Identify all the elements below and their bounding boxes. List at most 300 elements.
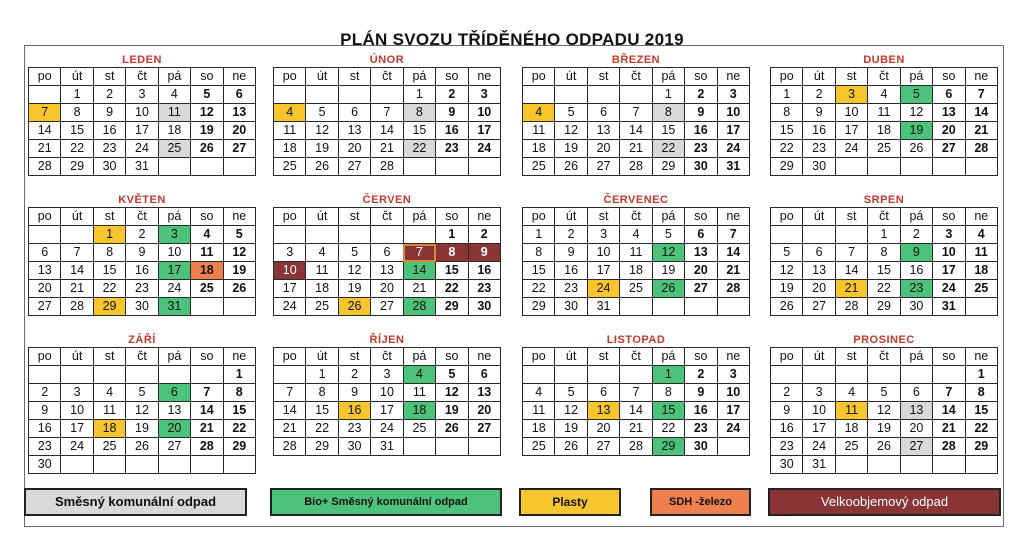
day-cell: 12 xyxy=(555,402,587,420)
weekday-header: so xyxy=(436,208,468,226)
day-cell: 7 xyxy=(61,244,93,262)
day-cell: 13 xyxy=(371,262,403,280)
weekday-header-row xyxy=(274,208,501,226)
weekday-header-row xyxy=(274,68,501,86)
weekday-header: so xyxy=(436,348,468,366)
week-row xyxy=(29,366,256,384)
day-cell: 3 xyxy=(158,226,190,244)
day-cell: 19 xyxy=(868,420,900,438)
day-cell: 5 xyxy=(306,104,338,122)
week-row xyxy=(274,86,501,104)
day-cell: 30 xyxy=(338,438,370,456)
day-cell: 1 xyxy=(403,86,435,104)
empty-cell xyxy=(191,456,223,474)
day-cell: 14 xyxy=(965,104,997,122)
day-cell: 10 xyxy=(717,104,749,122)
day-cell: 30 xyxy=(685,158,717,176)
day-cell: 28 xyxy=(403,298,435,316)
month-table xyxy=(273,67,501,176)
day-cell: 2 xyxy=(685,86,717,104)
day-cell: 23 xyxy=(685,420,717,438)
day-cell: 28 xyxy=(717,280,749,298)
month-table xyxy=(770,347,998,474)
day-cell: 16 xyxy=(685,122,717,140)
day-cell: 1 xyxy=(223,366,255,384)
day-cell: 17 xyxy=(371,402,403,420)
day-cell: 25 xyxy=(835,438,867,456)
weekday-header: út xyxy=(555,68,587,86)
day-cell: 1 xyxy=(436,226,468,244)
week-row xyxy=(274,384,501,402)
day-cell: 13 xyxy=(803,262,835,280)
weekday-header: út xyxy=(803,208,835,226)
weekday-header: so xyxy=(933,348,965,366)
day-cell: 26 xyxy=(555,158,587,176)
day-cell: 29 xyxy=(965,438,997,456)
day-cell: 26 xyxy=(306,158,338,176)
empty-cell xyxy=(223,298,255,316)
day-cell: 3 xyxy=(126,86,158,104)
day-cell: 21 xyxy=(274,420,306,438)
month-name: SRPEN xyxy=(863,194,905,206)
day-cell: 9 xyxy=(555,244,587,262)
day-cell: 10 xyxy=(274,262,306,280)
week-row xyxy=(771,262,998,280)
week-row xyxy=(29,438,256,456)
day-cell: 19 xyxy=(436,402,468,420)
day-cell: 21 xyxy=(61,280,93,298)
day-cell: 27 xyxy=(587,438,619,456)
weekday-header: so xyxy=(685,68,717,86)
day-cell: 28 xyxy=(620,438,652,456)
day-cell: 8 xyxy=(523,244,555,262)
weekday-header: ne xyxy=(965,348,997,366)
day-cell: 20 xyxy=(685,262,717,280)
day-cell: 15 xyxy=(436,262,468,280)
day-cell: 2 xyxy=(436,86,468,104)
empty-cell xyxy=(933,456,965,474)
day-cell: 18 xyxy=(620,262,652,280)
day-cell: 25 xyxy=(306,298,338,316)
weekday-header: po xyxy=(523,348,555,366)
week-row xyxy=(29,420,256,438)
day-cell: 24 xyxy=(371,420,403,438)
empty-cell xyxy=(403,438,435,456)
month-name: PROSINEC xyxy=(853,334,915,346)
month-table xyxy=(522,67,750,176)
day-cell: 10 xyxy=(371,384,403,402)
day-cell: 29 xyxy=(93,298,125,316)
week-row xyxy=(274,298,501,316)
empty-cell xyxy=(803,366,835,384)
weekday-header: so xyxy=(933,208,965,226)
month-name: LEDEN xyxy=(122,54,162,66)
day-cell: 14 xyxy=(717,244,749,262)
day-cell: 28 xyxy=(274,438,306,456)
day-cell: 7 xyxy=(835,244,867,262)
day-cell: 12 xyxy=(126,402,158,420)
weekday-header: po xyxy=(274,348,306,366)
day-cell: 15 xyxy=(523,262,555,280)
day-cell: 1 xyxy=(93,226,125,244)
month-table xyxy=(770,207,998,316)
day-cell: 9 xyxy=(436,104,468,122)
day-cell: 30 xyxy=(29,456,61,474)
empty-cell xyxy=(717,438,749,456)
day-cell: 18 xyxy=(158,122,190,140)
day-cell: 27 xyxy=(468,420,500,438)
weekday-header: ne xyxy=(717,348,749,366)
month-10 xyxy=(273,334,501,456)
day-cell: 9 xyxy=(93,104,125,122)
day-cell: 26 xyxy=(868,438,900,456)
weekday-header: čt xyxy=(126,68,158,86)
month-table xyxy=(770,67,998,176)
empty-cell xyxy=(523,86,555,104)
day-cell: 11 xyxy=(274,122,306,140)
day-cell: 20 xyxy=(223,122,255,140)
weekday-header: út xyxy=(61,348,93,366)
empty-cell xyxy=(620,86,652,104)
weekday-header: ne xyxy=(965,208,997,226)
day-cell: 29 xyxy=(61,158,93,176)
month-6 xyxy=(273,194,501,316)
day-cell: 28 xyxy=(933,438,965,456)
day-cell: 27 xyxy=(338,158,370,176)
legend-item-iron xyxy=(650,488,751,516)
week-row xyxy=(29,122,256,140)
day-cell: 21 xyxy=(620,140,652,158)
day-cell: 22 xyxy=(523,280,555,298)
empty-cell xyxy=(338,86,370,104)
day-cell: 13 xyxy=(158,402,190,420)
empty-cell xyxy=(900,366,932,384)
day-cell: 7 xyxy=(620,104,652,122)
day-cell: 1 xyxy=(523,226,555,244)
day-cell: 7 xyxy=(403,244,435,262)
month-3 xyxy=(522,54,750,176)
day-cell: 21 xyxy=(620,420,652,438)
weekday-header: st xyxy=(835,68,867,86)
day-cell: 16 xyxy=(93,122,125,140)
day-cell: 25 xyxy=(523,438,555,456)
day-cell: 20 xyxy=(338,140,370,158)
empty-cell xyxy=(900,456,932,474)
month-9 xyxy=(28,334,256,474)
day-cell: 14 xyxy=(403,262,435,280)
day-cell: 30 xyxy=(555,298,587,316)
month-1 xyxy=(28,54,256,176)
weekday-header: pá xyxy=(158,208,190,226)
weekday-header: čt xyxy=(371,348,403,366)
day-cell: 16 xyxy=(126,262,158,280)
day-cell: 8 xyxy=(403,104,435,122)
day-cell: 6 xyxy=(587,384,619,402)
day-cell: 29 xyxy=(436,298,468,316)
day-cell: 4 xyxy=(274,104,306,122)
day-cell: 22 xyxy=(652,140,684,158)
day-cell: 11 xyxy=(620,244,652,262)
weekday-header-row xyxy=(771,68,998,86)
day-cell: 11 xyxy=(93,402,125,420)
day-cell: 3 xyxy=(717,86,749,104)
day-cell: 2 xyxy=(126,226,158,244)
day-cell: 21 xyxy=(29,140,61,158)
day-cell: 12 xyxy=(436,384,468,402)
day-cell: 4 xyxy=(191,226,223,244)
day-cell: 11 xyxy=(868,104,900,122)
empty-cell xyxy=(868,456,900,474)
day-cell: 11 xyxy=(403,384,435,402)
day-cell: 3 xyxy=(371,366,403,384)
day-cell: 20 xyxy=(468,402,500,420)
day-cell: 9 xyxy=(771,402,803,420)
day-cell: 22 xyxy=(223,420,255,438)
day-cell: 15 xyxy=(965,402,997,420)
day-cell: 24 xyxy=(274,298,306,316)
empty-cell xyxy=(468,158,500,176)
day-cell: 22 xyxy=(868,280,900,298)
day-cell: 10 xyxy=(803,402,835,420)
weekday-header: pá xyxy=(652,348,684,366)
week-row xyxy=(29,402,256,420)
day-cell: 11 xyxy=(523,402,555,420)
day-cell: 6 xyxy=(158,384,190,402)
week-row xyxy=(523,104,750,122)
day-cell: 3 xyxy=(587,226,619,244)
day-cell: 5 xyxy=(771,244,803,262)
day-cell: 26 xyxy=(771,298,803,316)
week-row xyxy=(771,244,998,262)
day-cell: 20 xyxy=(900,420,932,438)
day-cell: 28 xyxy=(29,158,61,176)
day-cell: 10 xyxy=(158,244,190,262)
day-cell: 31 xyxy=(933,298,965,316)
empty-cell xyxy=(61,366,93,384)
day-cell: 21 xyxy=(371,140,403,158)
empty-cell xyxy=(223,456,255,474)
empty-cell xyxy=(93,456,125,474)
day-cell: 19 xyxy=(555,140,587,158)
empty-cell xyxy=(371,86,403,104)
empty-cell xyxy=(555,366,587,384)
week-row xyxy=(523,262,750,280)
day-cell: 18 xyxy=(93,420,125,438)
empty-cell xyxy=(965,158,997,176)
day-cell: 9 xyxy=(685,384,717,402)
weekday-header: so xyxy=(191,348,223,366)
day-cell: 9 xyxy=(468,244,500,262)
empty-cell xyxy=(61,456,93,474)
empty-cell xyxy=(274,366,306,384)
day-cell: 29 xyxy=(652,158,684,176)
month-name: BŘEZEN xyxy=(611,54,661,66)
empty-cell xyxy=(436,158,468,176)
day-cell: 27 xyxy=(587,158,619,176)
day-cell: 31 xyxy=(587,298,619,316)
legend-item-plastics xyxy=(519,488,621,516)
week-row xyxy=(771,226,998,244)
month-table xyxy=(28,347,256,474)
day-cell: 25 xyxy=(158,140,190,158)
weekday-header: čt xyxy=(620,68,652,86)
weekday-header: pá xyxy=(403,208,435,226)
day-cell: 18 xyxy=(523,420,555,438)
empty-cell xyxy=(371,226,403,244)
day-cell: 19 xyxy=(900,122,932,140)
empty-cell xyxy=(933,366,965,384)
day-cell: 17 xyxy=(468,122,500,140)
month-name: LISTOPAD xyxy=(606,334,666,346)
day-cell: 7 xyxy=(191,384,223,402)
empty-cell xyxy=(933,158,965,176)
weekday-header: út xyxy=(803,348,835,366)
empty-cell xyxy=(835,366,867,384)
weekday-header: so xyxy=(191,208,223,226)
day-cell: 13 xyxy=(223,104,255,122)
empty-cell xyxy=(587,366,619,384)
day-cell: 28 xyxy=(371,158,403,176)
month-12 xyxy=(770,334,998,474)
day-cell: 17 xyxy=(717,402,749,420)
empty-cell xyxy=(61,226,93,244)
day-cell: 7 xyxy=(620,384,652,402)
weekday-header: ne xyxy=(717,208,749,226)
weekday-header: čt xyxy=(620,208,652,226)
day-cell: 1 xyxy=(652,86,684,104)
day-cell: 25 xyxy=(868,140,900,158)
day-cell: 4 xyxy=(403,366,435,384)
empty-cell xyxy=(620,366,652,384)
weekday-header-row xyxy=(29,208,256,226)
empty-cell xyxy=(306,86,338,104)
weekday-header: út xyxy=(306,208,338,226)
day-cell: 16 xyxy=(900,262,932,280)
week-row xyxy=(771,158,998,176)
day-cell: 29 xyxy=(223,438,255,456)
day-cell: 21 xyxy=(835,280,867,298)
week-row xyxy=(274,402,501,420)
weekday-header: po xyxy=(771,348,803,366)
day-cell: 30 xyxy=(685,438,717,456)
week-row xyxy=(771,86,998,104)
weekday-header-row xyxy=(523,208,750,226)
weekday-header: ne xyxy=(223,68,255,86)
legend-item-bio-waste xyxy=(270,488,502,516)
month-name: ČERVENEC xyxy=(603,194,669,206)
day-cell: 1 xyxy=(965,366,997,384)
day-cell: 31 xyxy=(126,158,158,176)
day-cell: 19 xyxy=(338,280,370,298)
weekday-header: po xyxy=(523,68,555,86)
weekday-header-row xyxy=(771,208,998,226)
week-row xyxy=(523,122,750,140)
day-cell: 17 xyxy=(835,122,867,140)
weekday-header-row xyxy=(523,348,750,366)
week-row xyxy=(523,226,750,244)
day-cell: 19 xyxy=(771,280,803,298)
week-row xyxy=(29,384,256,402)
day-cell: 3 xyxy=(835,86,867,104)
month-table xyxy=(28,67,256,176)
day-cell: 20 xyxy=(587,420,619,438)
day-cell: 5 xyxy=(868,384,900,402)
day-cell: 16 xyxy=(338,402,370,420)
day-cell: 14 xyxy=(191,402,223,420)
day-cell: 15 xyxy=(93,262,125,280)
day-cell: 7 xyxy=(29,104,61,122)
day-cell: 24 xyxy=(158,280,190,298)
day-cell: 7 xyxy=(717,226,749,244)
empty-cell xyxy=(835,456,867,474)
day-cell: 19 xyxy=(126,420,158,438)
weekday-header: ne xyxy=(717,68,749,86)
empty-cell xyxy=(468,438,500,456)
empty-cell xyxy=(868,366,900,384)
day-cell: 18 xyxy=(191,262,223,280)
day-cell: 12 xyxy=(306,122,338,140)
day-cell: 3 xyxy=(933,226,965,244)
legend-label: Plasty xyxy=(552,495,588,509)
day-cell: 19 xyxy=(652,262,684,280)
day-cell: 24 xyxy=(468,140,500,158)
day-cell: 26 xyxy=(555,438,587,456)
day-cell: 2 xyxy=(555,226,587,244)
day-cell: 28 xyxy=(965,140,997,158)
weekday-header: čt xyxy=(868,208,900,226)
day-cell: 9 xyxy=(803,104,835,122)
day-cell: 27 xyxy=(371,298,403,316)
day-cell: 10 xyxy=(468,104,500,122)
day-cell: 2 xyxy=(338,366,370,384)
day-cell: 2 xyxy=(29,384,61,402)
weekday-header: čt xyxy=(126,208,158,226)
day-cell: 13 xyxy=(900,402,932,420)
day-cell: 13 xyxy=(587,402,619,420)
day-cell: 2 xyxy=(900,226,932,244)
day-cell: 16 xyxy=(29,420,61,438)
week-row xyxy=(29,244,256,262)
day-cell: 10 xyxy=(835,104,867,122)
day-cell: 20 xyxy=(803,280,835,298)
day-cell: 10 xyxy=(61,402,93,420)
day-cell: 13 xyxy=(338,122,370,140)
weekday-header: pá xyxy=(900,68,932,86)
day-cell: 15 xyxy=(868,262,900,280)
day-cell: 18 xyxy=(274,140,306,158)
weekday-header: po xyxy=(771,68,803,86)
page-title: PLÁN SVOZU TŘÍDĚNÉHO ODPADU 2019 xyxy=(340,30,684,49)
day-cell: 9 xyxy=(685,104,717,122)
day-cell: 6 xyxy=(900,384,932,402)
empty-cell xyxy=(223,158,255,176)
day-cell: 13 xyxy=(468,384,500,402)
day-cell: 20 xyxy=(29,280,61,298)
day-cell: 18 xyxy=(965,262,997,280)
day-cell: 16 xyxy=(555,262,587,280)
day-cell: 22 xyxy=(965,420,997,438)
weekday-header: st xyxy=(835,348,867,366)
day-cell: 1 xyxy=(61,86,93,104)
day-cell: 8 xyxy=(223,384,255,402)
week-row xyxy=(29,280,256,298)
weekday-header: ne xyxy=(223,348,255,366)
week-row xyxy=(523,158,750,176)
day-cell: 24 xyxy=(717,140,749,158)
empty-cell xyxy=(835,158,867,176)
month-table xyxy=(28,207,256,316)
day-cell: 8 xyxy=(652,104,684,122)
